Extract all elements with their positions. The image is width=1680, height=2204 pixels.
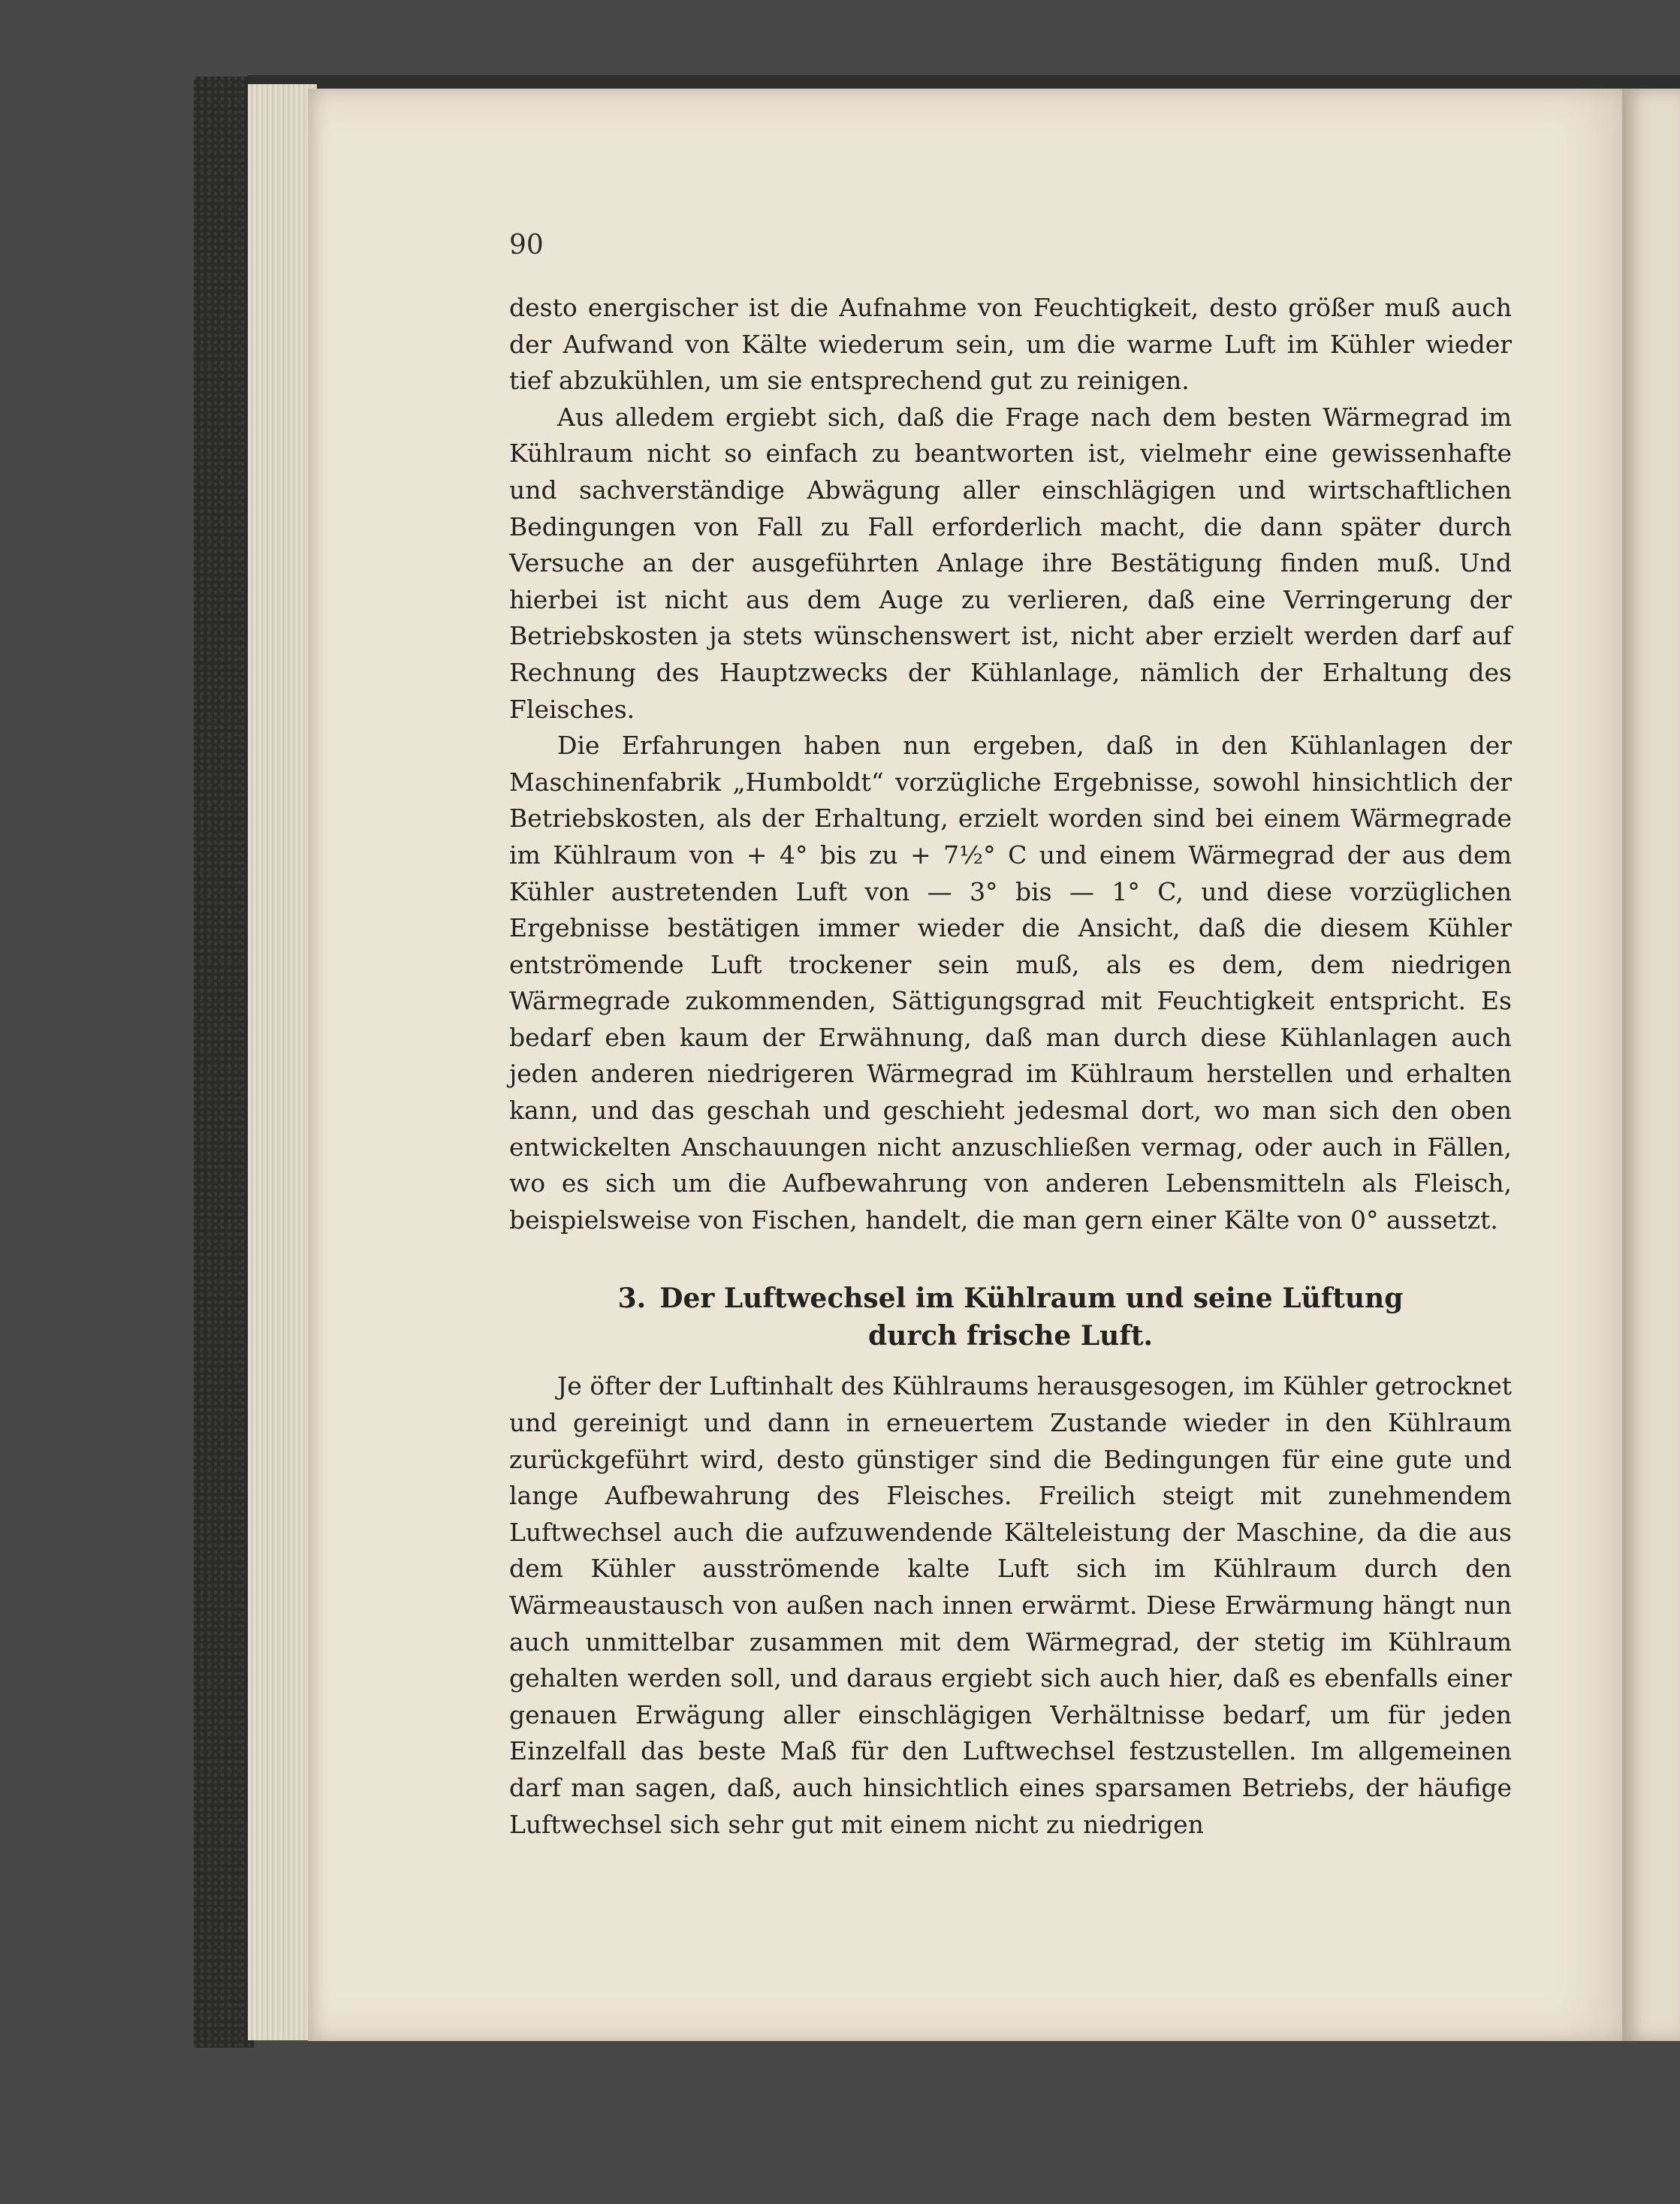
- section-paragraph-1: Je öfter der Luftinhalt des Kühlraums herausgesogen, im Kühler getrocknet und gereinigt und dann in erneuertem Zustande wieder in den Kühlraum zurückgeführt wird, desto günstiger sind die Bedingungen für eine gute und lange Aufbewahrung des Fleisches. Freilich steigt mit zunehmendem Luftwechsel auch die aufzuwendende Kälteleistung der Maschine, da die aus dem Kühler ausströmende kalte Luft sich im Kühlraum durch den Wärmeaustausch von außen nach innen erwärmt. Diese Erwärmung hängt nun auch unmittelbar zusammen mit dem Wärmegrad, der stetig im Kühlraum gehalten werden soll, und daraus ergiebt sich auch hier, daß es ebenfalls einer genauen Erwägung aller einschlägigen Verhältnisse bedarf, um für jeden Einzelfall das beste Maß für den Luftwechsel festzustellen. Im allgemeinen darf man sagen, daß, auch hinsichtlich eines sparsamen Betriebs, der häufige Luftwechsel sich sehr gut mit einem nicht zu niedrigen: [509, 1371, 1512, 1839]
- page-number: 90: [509, 230, 544, 261]
- paragraph-1: desto energischer ist die Aufnahme von Feuchtigkeit, desto größer muß auch der Aufwand von Kälte wiederum sein, um die warme Luft im Kühler wieder tief abzukühlen, um sie entsprechend gut zu reinigen.: [509, 293, 1512, 396]
- section-number: 3.: [617, 1283, 647, 1315]
- paragraph-3: Die Erfahrungen haben nun ergeben, daß in den Kühlanlagen der Maschinenfabrik „Humboldt“ vorzügliche Ergebnisse, sowohl hinsichtlich der Betriebskosten, als der Erhaltung, erzielt worden sind bei einem Wärmegrade im Kühlraum von + 4° bis zu + 7½° C und einem Wärmegrad der aus dem Kühler austretenden Luft von — 3° bis — 1° C, und diese vorzüglichen Ergebnisse bestätigen immer wieder die Ansicht, daß die diesem Kühler entströmende Luft trockener sein muß, als es dem, dem niedrigen Wärmegrade zukommenden, Sättigungsgrad mit Feuchtigkeit entspricht. Es bedarf eben kaum der Erwähnung, daß man durch diese Kühlanlagen auch jeden anderen niedrigeren Wärmegrad im Kühlraum herstellen und erhalten kann, und das geschah und geschieht jedesmal dort, wo man sich den oben entwickelten Anschauungen nicht anzuschließen vermag, oder auch in Fällen, wo es sich um die Aufbewahrung von anderen Lebensmitteln als Fleisch, beispielsweise von Fischen, handelt, die man gern einer Kälte von 0° aussetzt.: [509, 731, 1512, 1235]
- section-heading: [509, 1280, 1512, 1355]
- section-title-line-1: Der Luftwechsel im Kühlraum und seine Lüftung: [659, 1283, 1404, 1315]
- page-edges: [248, 84, 317, 2040]
- paragraph-2: Aus alledem ergiebt sich, daß die Frage nach dem besten Wärmegrad im Kühlraum nicht so einfach zu beantworten ist, vielmehr eine gewissenhafte und sachverständige Abwägung aller einschlägigen und wirtschaftlichen Bedingungen von Fall zu Fall erforderlich macht, die dann später durch Versuche an der ausgeführten Anlage ihre Bestätigung finden muß. Und hierbei ist nicht aus dem Auge zu verlieren, daß eine Verringerung der Betriebskosten ja stets wünschenswert ist, nicht aber erzielt werden darf auf Rechnung des Hauptzwecks der Kühlanlage, nämlich der Erhaltung des Fleisches.: [509, 402, 1512, 724]
- body-text: [509, 290, 1512, 1843]
- book-cover-left: [194, 77, 254, 2048]
- book-page: [308, 89, 1622, 2041]
- section-title-line-2: durch frische Luft.: [867, 1320, 1153, 1352]
- facing-page-edge: [1622, 89, 1680, 2041]
